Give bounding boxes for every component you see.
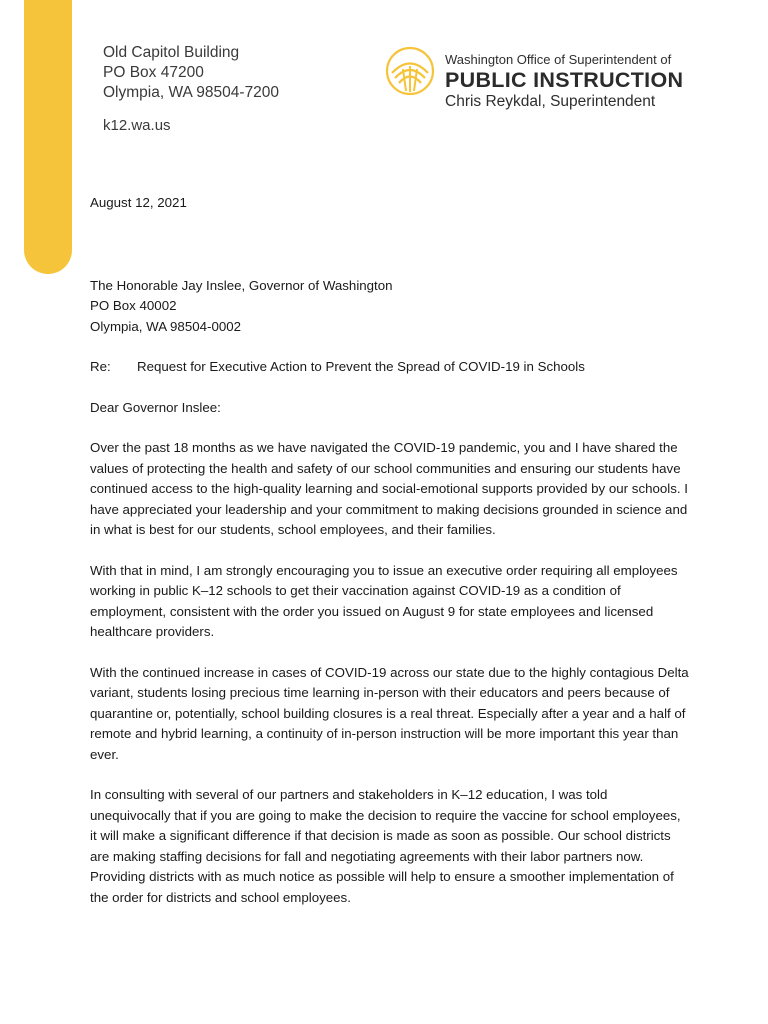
agency-name-block [445,52,683,112]
subject-text: Request for Executive Action to Prevent the Spread of COVID-19 in Schools [137,359,585,374]
accent-bar [24,0,72,274]
body-paragraph: With the continued increase in cases of COVID-19 across our state due to the highly contagious Delta variant, students losing precious time learning in-person with their educators and peers because of quarantine or, potentially, school building closures is a real threat. Especially after a year and a half of remote and hybrid learning, a continuity of in-person instruction will be more important this year than ever. [90,664,689,762]
body-paragraph: Over the past 18 months as we have navigated the COVID-19 pandemic, you and I have shared the values of protecting the health and safety of our school communities and ensuring our students have continued access to the high-quality learning and social-emotional supports provided by our schools. I have appreciated your leadership and your commitment to making decisions grounded in science and in what is best for our students, school employees, and their families. [90,440,688,537]
letter-date: August 12, 2021 [90,195,187,210]
salutation: Dear Governor Inslee: [90,399,221,415]
recipient-address [90,276,690,338]
return-address [103,43,279,103]
superintendent-name: Chris Reykdal, Superintendent [445,93,656,110]
ospi-sunburst-logo-icon [385,46,435,96]
recipient-line: Olympia, WA 98504-0002 [90,318,242,334]
body-paragraph: With that in mind, I am strongly encouraging you to issue an executive order requiring all employees working in public K–12 schools to get their vaccination against COVID-19 as a condition of employment, consistent with the order you issued on August 9 for state employees and licensed healthcare providers. [90,562,678,639]
subject-label: Re: [90,359,111,374]
recipient-line: PO Box 40002 [90,298,177,313]
letter-body [90,193,690,928]
address-line: Old Capitol Building [103,44,240,61]
address-line: Olympia, WA 98504-7200 [103,84,280,101]
subject-line [90,357,690,378]
agency-name-line: Washington Office of Superintendent of [445,52,672,67]
address-line: PO Box 47200 [103,64,204,81]
agency-title: PUBLIC INSTRUCTION [445,68,684,92]
body-paragraph: In consulting with several of our partners and stakeholders in K–12 education, I was told unequivocally that if you are going to make the decision to require the vaccine for school employees, it will make a significant difference if that decision is made as soon as possible. Our school districts are making staffing decisions for fall and negotiating agreements with their labor partners now. Providing districts with as much notice as possible will help to ensure a smoother implementation of the order for districts and school employees. [90,787,681,905]
website-link[interactable]: k12.wa.us [103,117,171,134]
recipient-line: The Honorable Jay Inslee, Governor of Washington [90,277,393,293]
